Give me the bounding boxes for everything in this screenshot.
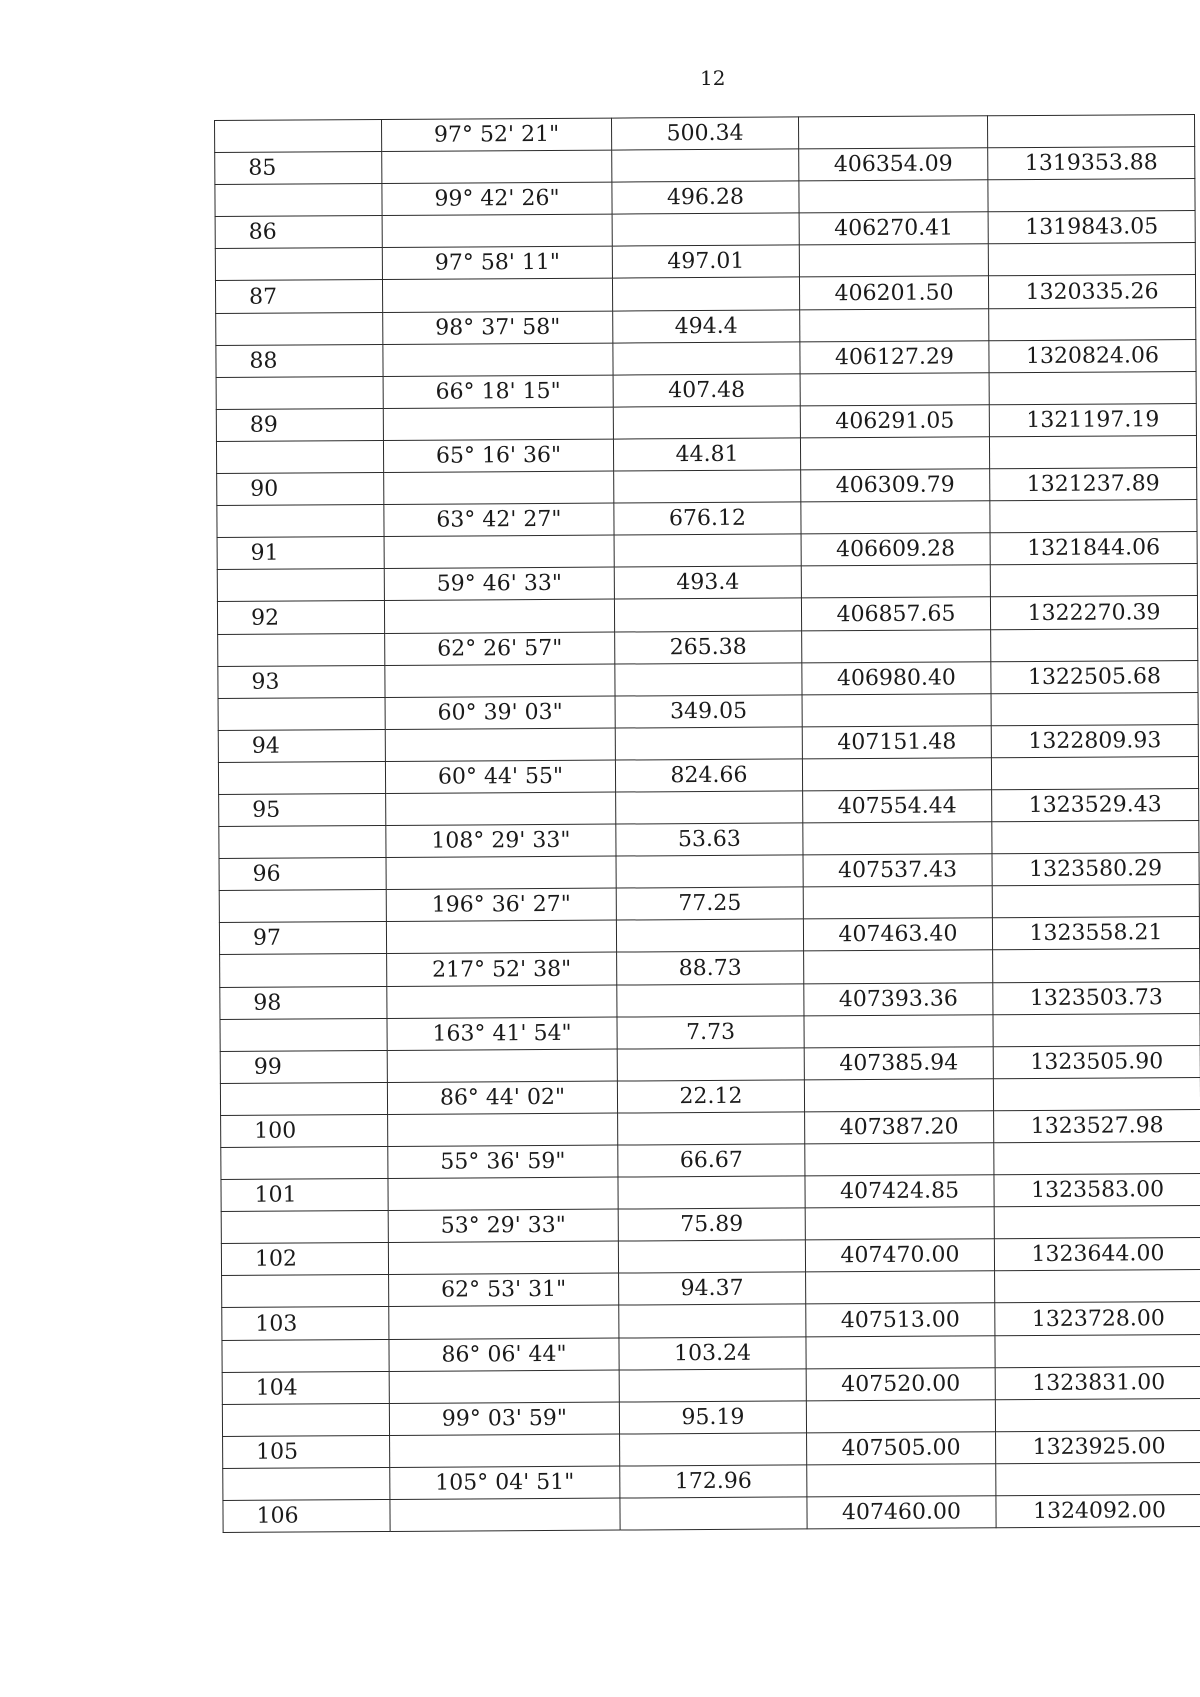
angle-cell: [388, 1241, 618, 1274]
y-coordinate-cell: 1321844.06: [990, 532, 1197, 565]
table-row: [219, 853, 1199, 891]
point-cell: 88: [216, 344, 383, 377]
x-coordinate-cell: [802, 629, 991, 662]
x-coordinate-cell: [806, 1335, 995, 1368]
table-row: [222, 1366, 1200, 1404]
x-coordinate-cell: [798, 116, 987, 149]
x-coordinate-cell: [803, 886, 992, 919]
distance-cell: 500.34: [611, 117, 798, 150]
x-coordinate-cell: [801, 501, 990, 534]
angle-cell: 97° 52' 21": [381, 118, 611, 151]
distance-cell: 172.96: [620, 1465, 807, 1498]
y-coordinate-cell: [994, 1141, 1200, 1174]
table-row: [218, 724, 1198, 762]
angle-cell: [383, 407, 613, 440]
point-cell: [216, 376, 383, 409]
x-coordinate-cell: [804, 1079, 993, 1112]
distance-cell: 95.19: [619, 1401, 806, 1434]
distance-cell: 53.63: [616, 823, 803, 856]
point-cell: 103: [222, 1307, 389, 1340]
x-coordinate-cell: 407463.40: [803, 918, 992, 951]
point-cell: 92: [217, 601, 384, 634]
distance-cell: 77.25: [616, 887, 803, 920]
point-cell: [216, 440, 383, 473]
y-coordinate-cell: [993, 1077, 1200, 1110]
angle-cell: [385, 728, 615, 761]
point-cell: [215, 248, 382, 281]
survey-coordinates-table: [214, 114, 1200, 1533]
y-coordinate-cell: 1323529.43: [992, 788, 1199, 821]
point-cell: [223, 1467, 390, 1500]
point-cell: 101: [221, 1179, 388, 1212]
x-coordinate-cell: 406309.79: [801, 469, 990, 502]
angle-cell: 53° 29' 33": [388, 1209, 618, 1242]
y-coordinate-cell: [990, 564, 1197, 597]
x-coordinate-cell: [805, 1207, 994, 1240]
y-coordinate-cell: [991, 692, 1198, 725]
x-coordinate-cell: 407424.85: [805, 1175, 994, 1208]
distance-cell: [616, 855, 803, 888]
angle-cell: [388, 1113, 618, 1146]
y-coordinate-cell: [993, 949, 1200, 982]
table-row: [220, 981, 1200, 1019]
angle-cell: 62° 53' 31": [389, 1273, 619, 1306]
distance-cell: [618, 1176, 805, 1209]
angle-cell: [382, 214, 612, 247]
distance-cell: 494.4: [613, 309, 800, 342]
y-coordinate-cell: [989, 371, 1196, 404]
angle-cell: [384, 599, 614, 632]
distance-cell: 44.81: [613, 438, 800, 471]
y-coordinate-cell: [987, 115, 1194, 148]
x-coordinate-cell: [799, 180, 988, 213]
table-row: [219, 788, 1199, 826]
table-row: [215, 275, 1195, 313]
distance-cell: [619, 1304, 806, 1337]
point-cell: 90: [217, 473, 384, 506]
table-row: [217, 532, 1197, 570]
x-coordinate-cell: [799, 244, 988, 277]
distance-cell: 75.89: [618, 1208, 805, 1241]
point-cell: [222, 1275, 389, 1308]
angle-cell: [389, 1306, 619, 1339]
y-coordinate-cell: 1323503.73: [993, 981, 1200, 1014]
table-row: [223, 1430, 1200, 1468]
distance-cell: 22.12: [617, 1080, 804, 1113]
x-coordinate-cell: 407505.00: [807, 1432, 996, 1465]
point-cell: 104: [222, 1371, 389, 1404]
table-row: [216, 339, 1196, 377]
table-row: [223, 1495, 1200, 1533]
point-cell: 93: [218, 665, 385, 698]
distance-cell: [618, 1240, 805, 1273]
y-coordinate-cell: 1323505.90: [993, 1045, 1200, 1078]
distance-cell: [617, 1048, 804, 1081]
angle-cell: 62° 26' 57": [385, 632, 615, 665]
y-coordinate-cell: 1322505.68: [991, 660, 1198, 693]
angle-cell: 97° 58' 11": [382, 246, 612, 279]
y-coordinate-cell: 1323831.00: [995, 1366, 1200, 1399]
angle-cell: 105° 04' 51": [390, 1466, 620, 1499]
x-coordinate-cell: [807, 1464, 996, 1497]
y-coordinate-cell: [994, 1206, 1200, 1239]
distance-cell: [615, 727, 802, 760]
point-cell: 86: [215, 216, 382, 249]
distance-cell: 265.38: [615, 630, 802, 663]
y-coordinate-cell: 1323558.21: [992, 917, 1199, 950]
y-coordinate-cell: 1324092.00: [996, 1495, 1200, 1528]
angle-cell: 99° 42' 26": [382, 182, 612, 215]
x-coordinate-cell: 406127.29: [800, 340, 989, 373]
table-row: [219, 917, 1199, 955]
x-coordinate-cell: 407513.00: [806, 1303, 995, 1336]
x-coordinate-cell: [804, 1014, 993, 1047]
y-coordinate-cell: [989, 435, 1196, 468]
x-coordinate-cell: [806, 1271, 995, 1304]
x-coordinate-cell: 407470.00: [805, 1239, 994, 1272]
x-coordinate-cell: 406354.09: [799, 148, 988, 181]
table-row: [221, 1238, 1200, 1276]
y-coordinate-cell: [995, 1270, 1200, 1303]
distance-cell: [615, 663, 802, 696]
point-cell: [215, 119, 382, 152]
distance-cell: [613, 342, 800, 375]
distance-cell: 103.24: [619, 1336, 806, 1369]
x-coordinate-cell: 407460.00: [807, 1496, 996, 1529]
angle-cell: 63° 42' 27": [384, 503, 614, 536]
angle-cell: [387, 985, 617, 1018]
angle-cell: [390, 1498, 620, 1531]
point-cell: 102: [221, 1243, 388, 1276]
table-body: [215, 115, 1200, 1533]
y-coordinate-cell: 1323644.00: [994, 1238, 1200, 1271]
distance-cell: [620, 1433, 807, 1466]
distance-cell: [619, 1369, 806, 1402]
x-coordinate-cell: 406980.40: [802, 661, 991, 694]
point-cell: [219, 890, 386, 923]
table-row: [215, 147, 1195, 185]
distance-cell: [612, 149, 799, 182]
point-cell: 99: [220, 1050, 387, 1083]
x-coordinate-cell: [806, 1400, 995, 1433]
distance-cell: [612, 213, 799, 246]
x-coordinate-cell: 407393.36: [804, 982, 993, 1015]
x-coordinate-cell: [803, 822, 992, 855]
angle-cell: [383, 343, 613, 376]
y-coordinate-cell: 1320335.26: [988, 275, 1195, 308]
angle-cell: 59° 46' 33": [384, 567, 614, 600]
distance-cell: [612, 277, 799, 310]
distance-cell: 493.4: [614, 566, 801, 599]
x-coordinate-cell: 407387.20: [805, 1111, 994, 1144]
y-coordinate-cell: 1319353.88: [988, 147, 1195, 180]
angle-cell: [386, 792, 616, 825]
angle-cell: [387, 1049, 617, 1082]
angle-cell: 65° 16' 36": [383, 439, 613, 472]
angle-cell: [388, 1177, 618, 1210]
x-coordinate-cell: 407385.94: [804, 1046, 993, 1079]
y-coordinate-cell: [995, 1334, 1200, 1367]
point-cell: [217, 505, 384, 538]
y-coordinate-cell: 1320824.06: [989, 339, 1196, 372]
angle-cell: 86° 44' 02": [387, 1081, 617, 1114]
angle-cell: 86° 06' 44": [389, 1338, 619, 1371]
point-cell: 94: [218, 729, 385, 762]
y-coordinate-cell: [990, 500, 1197, 533]
angle-cell: [389, 1370, 619, 1403]
y-coordinate-cell: 1321197.19: [989, 403, 1196, 436]
y-coordinate-cell: [995, 1398, 1200, 1431]
point-cell: 105: [223, 1435, 390, 1468]
x-coordinate-cell: 406201.50: [799, 276, 988, 309]
point-cell: 97: [219, 922, 386, 955]
table-row: [216, 403, 1196, 441]
point-cell: [222, 1339, 389, 1372]
distance-cell: [618, 1112, 805, 1145]
y-coordinate-cell: [993, 1013, 1200, 1046]
distance-cell: [620, 1497, 807, 1530]
distance-cell: 7.73: [617, 1016, 804, 1049]
angle-cell: 108° 29' 33": [386, 824, 616, 857]
angle-cell: [386, 856, 616, 889]
x-coordinate-cell: 406291.05: [800, 405, 989, 438]
angle-cell: 98° 37' 58": [383, 311, 613, 344]
distance-cell: 94.37: [619, 1272, 806, 1305]
y-coordinate-cell: 1319843.05: [988, 211, 1195, 244]
y-coordinate-cell: 1321237.89: [990, 468, 1197, 501]
distance-cell: 497.01: [612, 245, 799, 278]
distance-cell: 824.66: [615, 759, 802, 792]
distance-cell: [613, 406, 800, 439]
point-cell: 85: [215, 152, 382, 185]
point-cell: [217, 569, 384, 602]
y-coordinate-cell: 1323925.00: [996, 1430, 1200, 1463]
point-cell: [218, 697, 385, 730]
x-coordinate-cell: [800, 373, 989, 406]
point-cell: [215, 184, 382, 217]
point-cell: 95: [219, 793, 386, 826]
point-cell: 87: [215, 280, 382, 313]
distance-cell: 407.48: [613, 374, 800, 407]
angle-cell: 66° 18' 15": [383, 375, 613, 408]
point-cell: [222, 1403, 389, 1436]
point-cell: 91: [217, 537, 384, 570]
angle-cell: 60° 44' 55": [385, 760, 615, 793]
table-row: [217, 596, 1197, 634]
distance-cell: 349.05: [615, 695, 802, 728]
y-coordinate-cell: [992, 885, 1199, 918]
table-row: [221, 1174, 1200, 1212]
point-cell: [221, 1211, 388, 1244]
y-coordinate-cell: 1322809.93: [991, 724, 1198, 757]
point-cell: 89: [216, 408, 383, 441]
y-coordinate-cell: [991, 628, 1198, 661]
point-cell: [218, 633, 385, 666]
x-coordinate-cell: [800, 437, 989, 470]
y-coordinate-cell: [996, 1462, 1200, 1495]
point-cell: 100: [221, 1114, 388, 1147]
x-coordinate-cell: [800, 308, 989, 341]
angle-cell: 60° 39' 03": [385, 696, 615, 729]
table-row: [222, 1302, 1200, 1340]
y-coordinate-cell: 1323583.00: [994, 1174, 1200, 1207]
x-coordinate-cell: [804, 950, 993, 983]
x-coordinate-cell: 407554.44: [803, 790, 992, 823]
table-row: [217, 468, 1197, 506]
x-coordinate-cell: [805, 1143, 994, 1176]
point-cell: 96: [219, 858, 386, 891]
x-coordinate-cell: 407520.00: [806, 1367, 995, 1400]
distance-cell: [614, 534, 801, 567]
x-coordinate-cell: [801, 565, 990, 598]
page-number: 12: [700, 66, 726, 90]
distance-cell: 88.73: [617, 951, 804, 984]
y-coordinate-cell: [992, 821, 1199, 854]
angle-cell: 196° 36' 27": [386, 888, 616, 921]
angle-cell: [382, 150, 612, 183]
angle-cell: [382, 279, 612, 312]
point-cell: [220, 1018, 387, 1051]
distance-cell: [614, 470, 801, 503]
x-coordinate-cell: 406270.41: [799, 212, 988, 245]
point-cell: [220, 954, 387, 987]
y-coordinate-cell: 1323580.29: [992, 853, 1199, 886]
angle-cell: [386, 920, 616, 953]
distance-cell: [617, 983, 804, 1016]
point-cell: [221, 1146, 388, 1179]
distance-cell: 66.67: [618, 1144, 805, 1177]
x-coordinate-cell: 406857.65: [801, 597, 990, 630]
angle-cell: [385, 664, 615, 697]
x-coordinate-cell: 407537.43: [803, 854, 992, 887]
y-coordinate-cell: 1323527.98: [994, 1109, 1200, 1142]
table-row: [220, 1045, 1200, 1083]
y-coordinate-cell: [989, 307, 1196, 340]
point-cell: [219, 826, 386, 859]
point-cell: 98: [220, 986, 387, 1019]
point-cell: [216, 312, 383, 345]
point-cell: [218, 761, 385, 794]
distance-cell: [614, 598, 801, 631]
distance-cell: 676.12: [614, 502, 801, 535]
angle-cell: 163° 41' 54": [387, 1017, 617, 1050]
angle-cell: 99° 03' 59": [389, 1402, 619, 1435]
angle-cell: 55° 36' 59": [388, 1145, 618, 1178]
y-coordinate-cell: 1322270.39: [990, 596, 1197, 629]
x-coordinate-cell: [802, 693, 991, 726]
point-cell: [220, 1082, 387, 1115]
y-coordinate-cell: [988, 179, 1195, 212]
distance-cell: 496.28: [612, 181, 799, 214]
table-row: [218, 660, 1198, 698]
x-coordinate-cell: 406609.28: [801, 533, 990, 566]
y-coordinate-cell: 1323728.00: [995, 1302, 1200, 1335]
angle-cell: 217° 52' 38": [387, 952, 617, 985]
angle-cell: [390, 1434, 620, 1467]
point-cell: 106: [223, 1499, 390, 1532]
y-coordinate-cell: [991, 756, 1198, 789]
table-row: [221, 1109, 1200, 1147]
table-row: [215, 211, 1195, 249]
x-coordinate-cell: [802, 758, 991, 791]
distance-cell: [616, 919, 803, 952]
x-coordinate-cell: 407151.48: [802, 726, 991, 759]
distance-cell: [616, 791, 803, 824]
y-coordinate-cell: [988, 243, 1195, 276]
angle-cell: [384, 471, 614, 504]
angle-cell: [384, 535, 614, 568]
